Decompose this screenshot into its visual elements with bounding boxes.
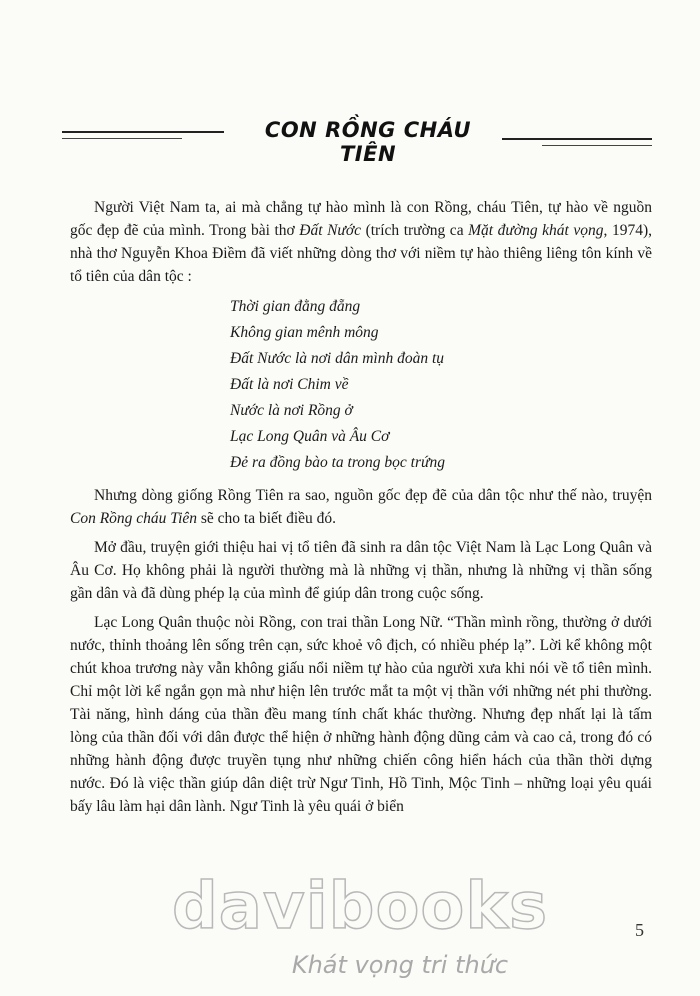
poem-line: Đẻ ra đồng bào ta trong bọc trứng [230,454,445,471]
body-text [70,196,652,824]
paragraph-1: Người Việt Nam ta, ai mà chẳng tự hào mình là con Rồng, cháu Tiên, tự hào về nguồn gốc đẹp đẽ của mình. Trong bài thơ Đất Nước (trích trường ca Mặt đường khát vọng, 1974), nhà thơ Nguyễn Khoa Điềm đã viết những dòng thơ với niềm tự hào thiêng liêng tôn kính về tổ tiên của dân tộc : [70,199,652,285]
poem [230,294,652,476]
paragraph-4: Lạc Long Quân thuộc nòi Rồng, con trai thần Long Nữ. “Thần mình rồng, thường ở dưới nước, thỉnh thoảng lên sống trên cạn, sức khoẻ vô địch, có nhiều phép lạ”. Lời kể không một chút khoa trương này vẫn không giấu nổi niềm tự hào của người xưa khi nói về tổ tiên mình. Chỉ một lời kể ngắn gọn mà như hiện lên trước mắt ta một vị thần với những nét phi thường. Tài năng, hình dáng của thần đều mang tính chất khác thường. Nhưng đẹp nhất lại là tấm lòng của thần đối với dân được thể hiện ở những hành động dũng cảm và cao cả, trong đó có những hành động được truyền tụng như những chiến công hiển hách của thần thời dựng nước. Đó là việc thần giúp dân diệt trừ Ngư Tinh, Hồ Tinh, Mộc Tinh – những loại yêu quái bấy lâu làm hại dân lành. Ngư Tinh là yêu quái ở biển [70,614,652,815]
watermark-logo: davibooks [171,870,549,944]
poem-line: Đất là nơi Chim về [230,376,349,393]
title-band [62,118,652,166]
watermark-tagline: Khát vọng tri thức [291,951,509,979]
title-rule-left-thin [62,138,182,139]
poem-line: Nước là nơi Rồng ở [230,402,353,419]
title-rule-right-thin [542,145,652,146]
poem-line: Không gian mênh mông [230,324,379,341]
poem-line: Đất Nước là nơi dân mình đoàn tụ [230,350,445,367]
poem-line: Lạc Long Quân và Âu Cơ [230,428,390,445]
page-number: 5 [635,920,644,940]
paragraph-3: Mở đầu, truyện giới thiệu hai vị tổ tiên đã sinh ra dân tộc Việt Nam là Lạc Long Quân và Âu Cơ. Họ không phải là người thường mà là những vị thần, nhưng là những vị thần sống gần dân và đã dùng phép lạ của mình để giúp dân trong cuộc sống. [70,539,652,602]
chapter-title: CON RỒNG CHÁU TIÊN [264,118,472,166]
title-rule-left [62,131,224,133]
paragraph-2: Nhưng dòng giống Rồng Tiên ra sao, nguồn gốc đẹp đẽ của dân tộc như thế nào, truyện Con Rồng cháu Tiên sẽ cho ta biết điều đó. [70,487,652,527]
poem-line: Thời gian đằng đẵng [230,298,361,315]
title-rule-right [502,138,652,140]
